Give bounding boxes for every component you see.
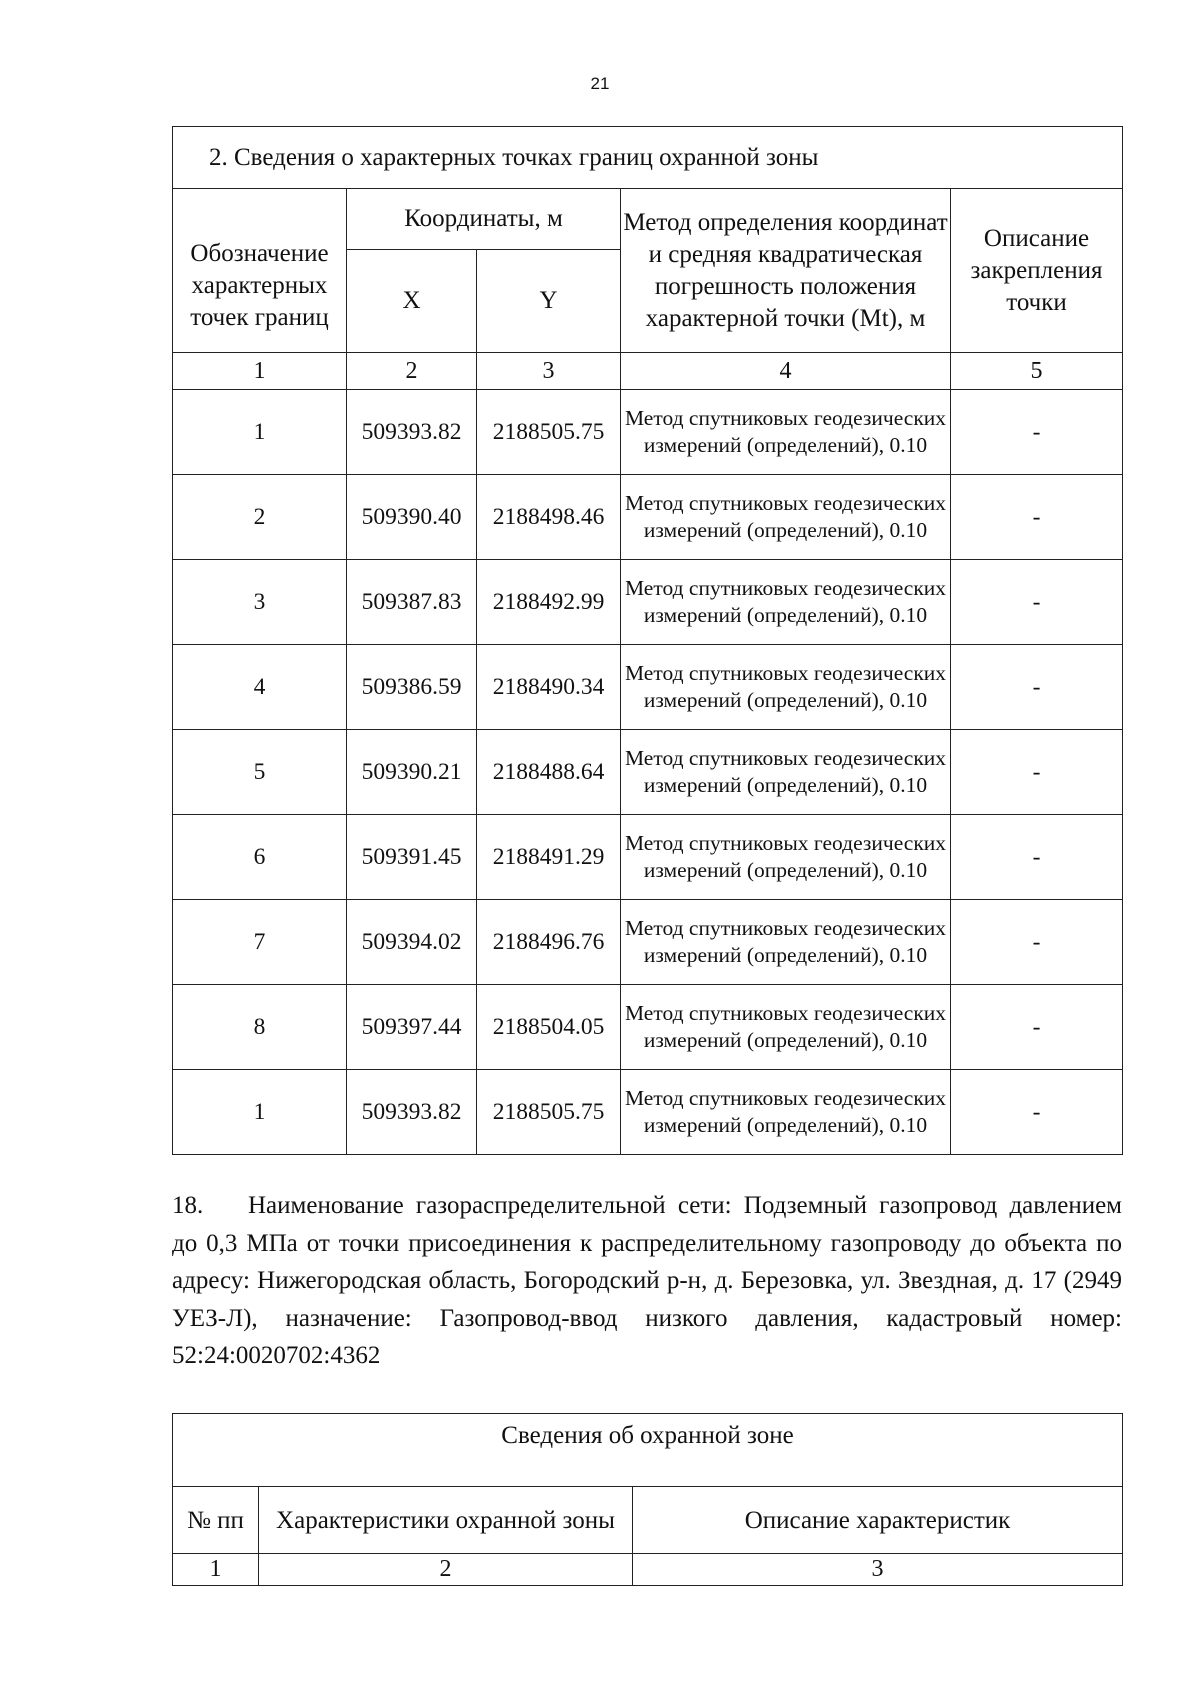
header-row-number: № пп	[173, 1487, 259, 1554]
method-cell: Метод спутниковых геодезических измерений (определений), 0.10	[621, 390, 951, 475]
point-id: 5	[173, 730, 347, 815]
protection-zone-table	[172, 1413, 1123, 1586]
coordinate-x: 509390.40	[347, 475, 477, 560]
points-table-caption: 2. Сведения о характерных точках границ охранной зоны	[173, 127, 1123, 189]
description-cell: -	[951, 1070, 1123, 1155]
table-row	[173, 815, 1123, 900]
table-row	[173, 1070, 1123, 1155]
coordinate-y: 2188492.99	[477, 560, 621, 645]
description-cell: -	[951, 475, 1123, 560]
coordinate-y: 2188504.05	[477, 985, 621, 1070]
coordinate-x: 509393.82	[347, 390, 477, 475]
table-row	[173, 730, 1123, 815]
coordinate-y: 2188491.29	[477, 815, 621, 900]
point-id: 6	[173, 815, 347, 900]
header-description: Описание закрепления точки	[951, 189, 1123, 353]
table-row	[173, 475, 1123, 560]
page-number: 21	[590, 74, 610, 93]
column-number: 1	[173, 1554, 259, 1586]
paragraph-text: Наименование газораспределительной сети: Подземный газопровод давлением до 0,3 МПа от точки присоединения к распределительному газопроводу до объекта по адресу: Нижегородская область, Богородский р-н, д. Березовка, ул. Звездная, д. 17 (2949 УЕЗ-Л), назначение: Газопровод-ввод низкого давления, кадастровый номер: 52:24:0020702:4362	[172, 1192, 1122, 1369]
description-cell: -	[951, 900, 1123, 985]
point-id: 1	[173, 390, 347, 475]
network-paragraph	[172, 1187, 1122, 1375]
point-id: 8	[173, 985, 347, 1070]
method-cell: Метод спутниковых геодезических измерений (определений), 0.10	[621, 475, 951, 560]
point-id: 7	[173, 900, 347, 985]
coordinate-y: 2188496.76	[477, 900, 621, 985]
description-cell: -	[951, 560, 1123, 645]
method-cell: Метод спутниковых геодезических измерений (определений), 0.10	[621, 815, 951, 900]
table-row	[173, 560, 1123, 645]
header-x: X	[347, 250, 477, 353]
header-coordinates: Координаты, м	[347, 189, 621, 250]
table-row	[173, 985, 1123, 1070]
coordinate-x: 509394.02	[347, 900, 477, 985]
coordinate-y: 2188488.64	[477, 730, 621, 815]
coordinate-x: 509393.82	[347, 1070, 477, 1155]
coordinate-x: 509387.83	[347, 560, 477, 645]
column-number: 1	[173, 353, 347, 390]
coordinate-y: 2188498.46	[477, 475, 621, 560]
header-zone-characteristics: Характеристики охранной зоны	[259, 1487, 633, 1554]
description-cell: -	[951, 645, 1123, 730]
description-cell: -	[951, 730, 1123, 815]
coordinate-x: 509391.45	[347, 815, 477, 900]
paragraph-number: 18.	[172, 1192, 204, 1219]
coordinate-x: 509390.21	[347, 730, 477, 815]
table-row	[173, 390, 1123, 475]
point-id: 1	[173, 1070, 347, 1155]
description-cell: -	[951, 390, 1123, 475]
header-y: Y	[477, 250, 621, 353]
header-method: Метод определения координат и средняя квадратическая погрешность положения характерной точки (Mt), м	[621, 189, 951, 353]
zone-table-caption: Сведения об охранной зоне	[173, 1414, 1123, 1487]
table-row	[173, 900, 1123, 985]
column-number: 2	[347, 353, 477, 390]
point-id: 2	[173, 475, 347, 560]
column-number: 3	[633, 1554, 1123, 1586]
header-designation: Обозначение характерных точек границ	[173, 189, 347, 353]
point-id: 4	[173, 645, 347, 730]
method-cell: Метод спутниковых геодезических измерений (определений), 0.10	[621, 900, 951, 985]
table-row	[173, 645, 1123, 730]
header-characteristics-description: Описание характеристик	[633, 1487, 1123, 1554]
coordinate-y: 2188505.75	[477, 390, 621, 475]
method-cell: Метод спутниковых геодезических измерений (определений), 0.10	[621, 560, 951, 645]
column-number: 4	[621, 353, 951, 390]
column-number: 2	[259, 1554, 633, 1586]
coordinate-x: 509386.59	[347, 645, 477, 730]
method-cell: Метод спутниковых геодезических измерений (определений), 0.10	[621, 645, 951, 730]
method-cell: Метод спутниковых геодезических измерений (определений), 0.10	[621, 730, 951, 815]
coordinate-y: 2188490.34	[477, 645, 621, 730]
boundary-points-table	[172, 126, 1123, 1155]
point-id: 3	[173, 560, 347, 645]
method-cell: Метод спутниковых геодезических измерений (определений), 0.10	[621, 1070, 951, 1155]
coordinate-y: 2188505.75	[477, 1070, 621, 1155]
coordinate-x: 509397.44	[347, 985, 477, 1070]
column-number: 3	[477, 353, 621, 390]
description-cell: -	[951, 985, 1123, 1070]
description-cell: -	[951, 815, 1123, 900]
column-number: 5	[951, 353, 1123, 390]
method-cell: Метод спутниковых геодезических измерений (определений), 0.10	[621, 985, 951, 1070]
